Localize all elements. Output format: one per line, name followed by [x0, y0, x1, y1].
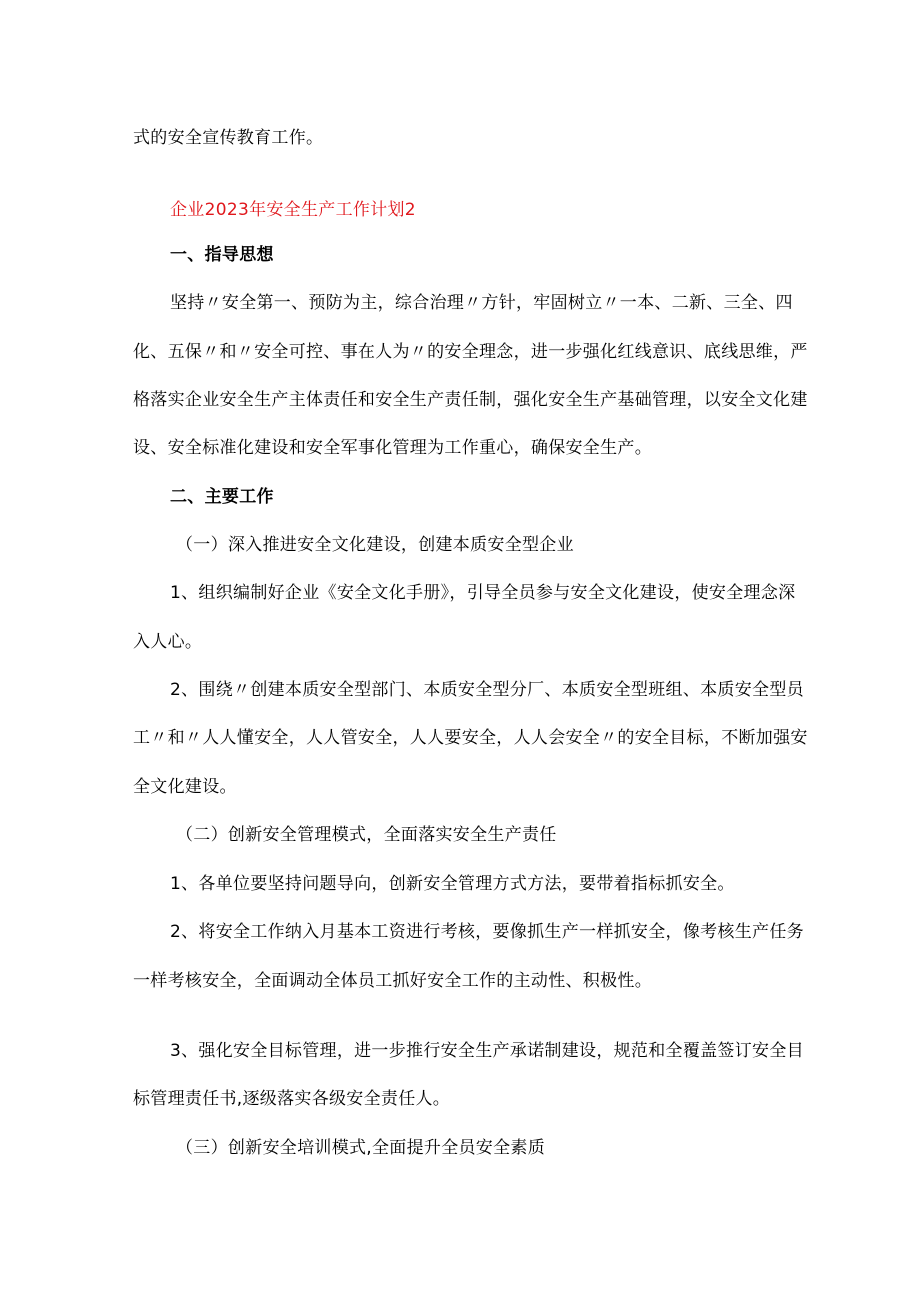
paragraph-line: 1、组织编制好企业《安全文化手册》，引导全员参与安全文化建设，使安全理念深: [170, 583, 796, 603]
text-line-continuation: 式的安全宣传教育工作。: [133, 128, 324, 148]
paragraph-line: 工〃和〃人人懂安全，人人管安全，人人要安全，人人会安全〃的安全目标，不断加强安: [133, 728, 808, 748]
paragraph-line: 化、五保〃和〃安全可控、事在人为〃的安全理念，进一步强化红线意识、底线思维，严: [133, 342, 808, 362]
paragraph-line: 2、将安全工作纳入月基本工资进行考核，要像抓生产一样抓安全，像考核生产任务: [170, 922, 804, 942]
paragraph-line: 3、强化安全目标管理，进一步推行安全生产承诺制建设，规范和全覆盖签订安全目: [170, 1041, 804, 1061]
paragraph-line: 全文化建设。: [133, 777, 237, 797]
paragraph-line: 设、安全标准化建设和安全军事化管理为工作重心，确保安全生产。: [133, 438, 652, 458]
paragraph-line: 入人心。: [133, 632, 203, 652]
subsection-heading-3: （三）创新安全培训模式,全面提升全员安全素质: [176, 1138, 546, 1158]
paragraph-line: 2、围绕〃创建本质安全型部门、本质安全型分厂、本质安全型班组、本质安全型员: [170, 680, 804, 700]
paragraph-line: 格落实企业安全生产主体责任和安全生产责任制，强化安全生产基础管理，以安全文化建: [133, 390, 808, 410]
section-heading-main-work: 二、主要工作: [170, 487, 274, 507]
section-heading-guiding-thought: 一、指导思想: [170, 245, 274, 265]
paragraph-line: 一样考核安全，全面调动全体员工抓好安全工作的主动性、积极性。: [133, 971, 652, 991]
paragraph-line: 坚持〃安全第一、预防为主，综合治理〃方针，牢固树立〃一本、二新、三全、四: [170, 293, 793, 313]
document-title: 企业2023年安全生产工作计划2: [170, 200, 416, 220]
subsection-heading-2: （二）创新安全管理模式，全面落实安全生产责任: [176, 825, 557, 845]
subsection-heading-1: （一）深入推进安全文化建设，创建本质安全型企业: [176, 535, 574, 555]
paragraph-line: 1、各单位要坚持问题导向，创新安全管理方式方法，要带着指标抓安全。: [170, 874, 735, 894]
paragraph-line: 标管理责任书,逐级落实各级安全责任人。: [133, 1089, 451, 1109]
